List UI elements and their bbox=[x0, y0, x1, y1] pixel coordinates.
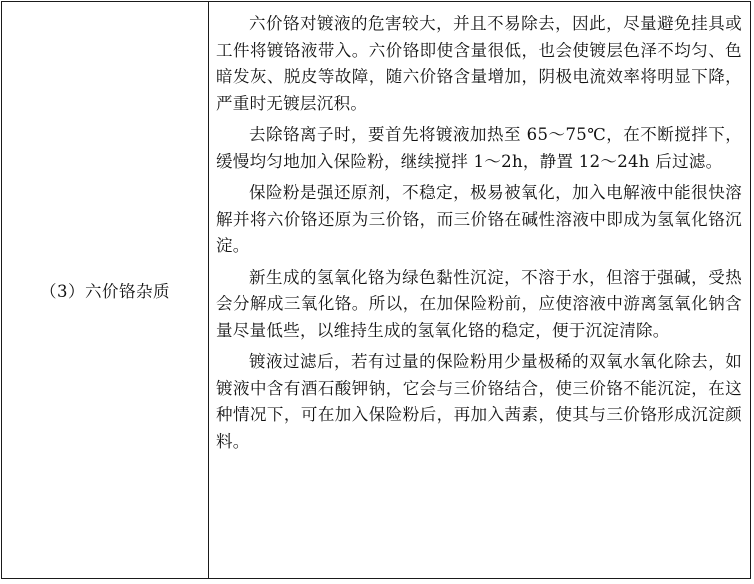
content-paragraph-2: 去除铬离子时，要首先将镀液加热至 65～75℃，在不断搅拌下，缓慢均匀地加入保险粉，继续搅拌 1～2h，静置 12～24h 后过滤。 bbox=[216, 125, 742, 171]
row-label-cell bbox=[2, 2, 209, 578]
content-paragraph-3: 保险粉是强还原剂，不稳定，极易被氧化，加入电解液中能很快溶解并将六价铬还原为三价铬，而三价铬在碱性溶液中即成为氢氧化铬沉淀。 bbox=[216, 183, 742, 255]
content-paragraph-1: 六价铬对镀液的危害较大，并且不易除去，因此，尽量避免挂具或工件将镀铬液带入。六价铬即使含量很低，也会使镀层色泽不均匀、色暗发灰、脱皮等故障，随六价铬含量增加，阴极电流效率将明显下降，严重时无镀层沉积。 bbox=[216, 14, 742, 113]
content-paragraph-5: 镀液过滤后，若有过量的保险粉用少量极稀的双氧水氧化除去，如镀液中含有酒石酸钾钠，它会与三价铬结合，使三价铬不能沉淀，在这种情况下，可在加入保险粉后，再加入茜素，使其与三价铬形成沉淀颜料。 bbox=[216, 352, 742, 451]
row-content-cell bbox=[209, 2, 750, 578]
row-label: （3）六价铬杂质 bbox=[40, 282, 170, 301]
document-table bbox=[1, 1, 751, 579]
content-paragraph-4: 新生成的氢氧化铬为绿色黏性沉淀，不溶于水，但溶于强碱，受热会分解成三氧化铬。所以，在加保险粉前，应使溶液中游离氢氧化钠含量尽量低些，以维持生成的氢氧化铬的稳定，便于沉淀清除。 bbox=[216, 267, 742, 340]
